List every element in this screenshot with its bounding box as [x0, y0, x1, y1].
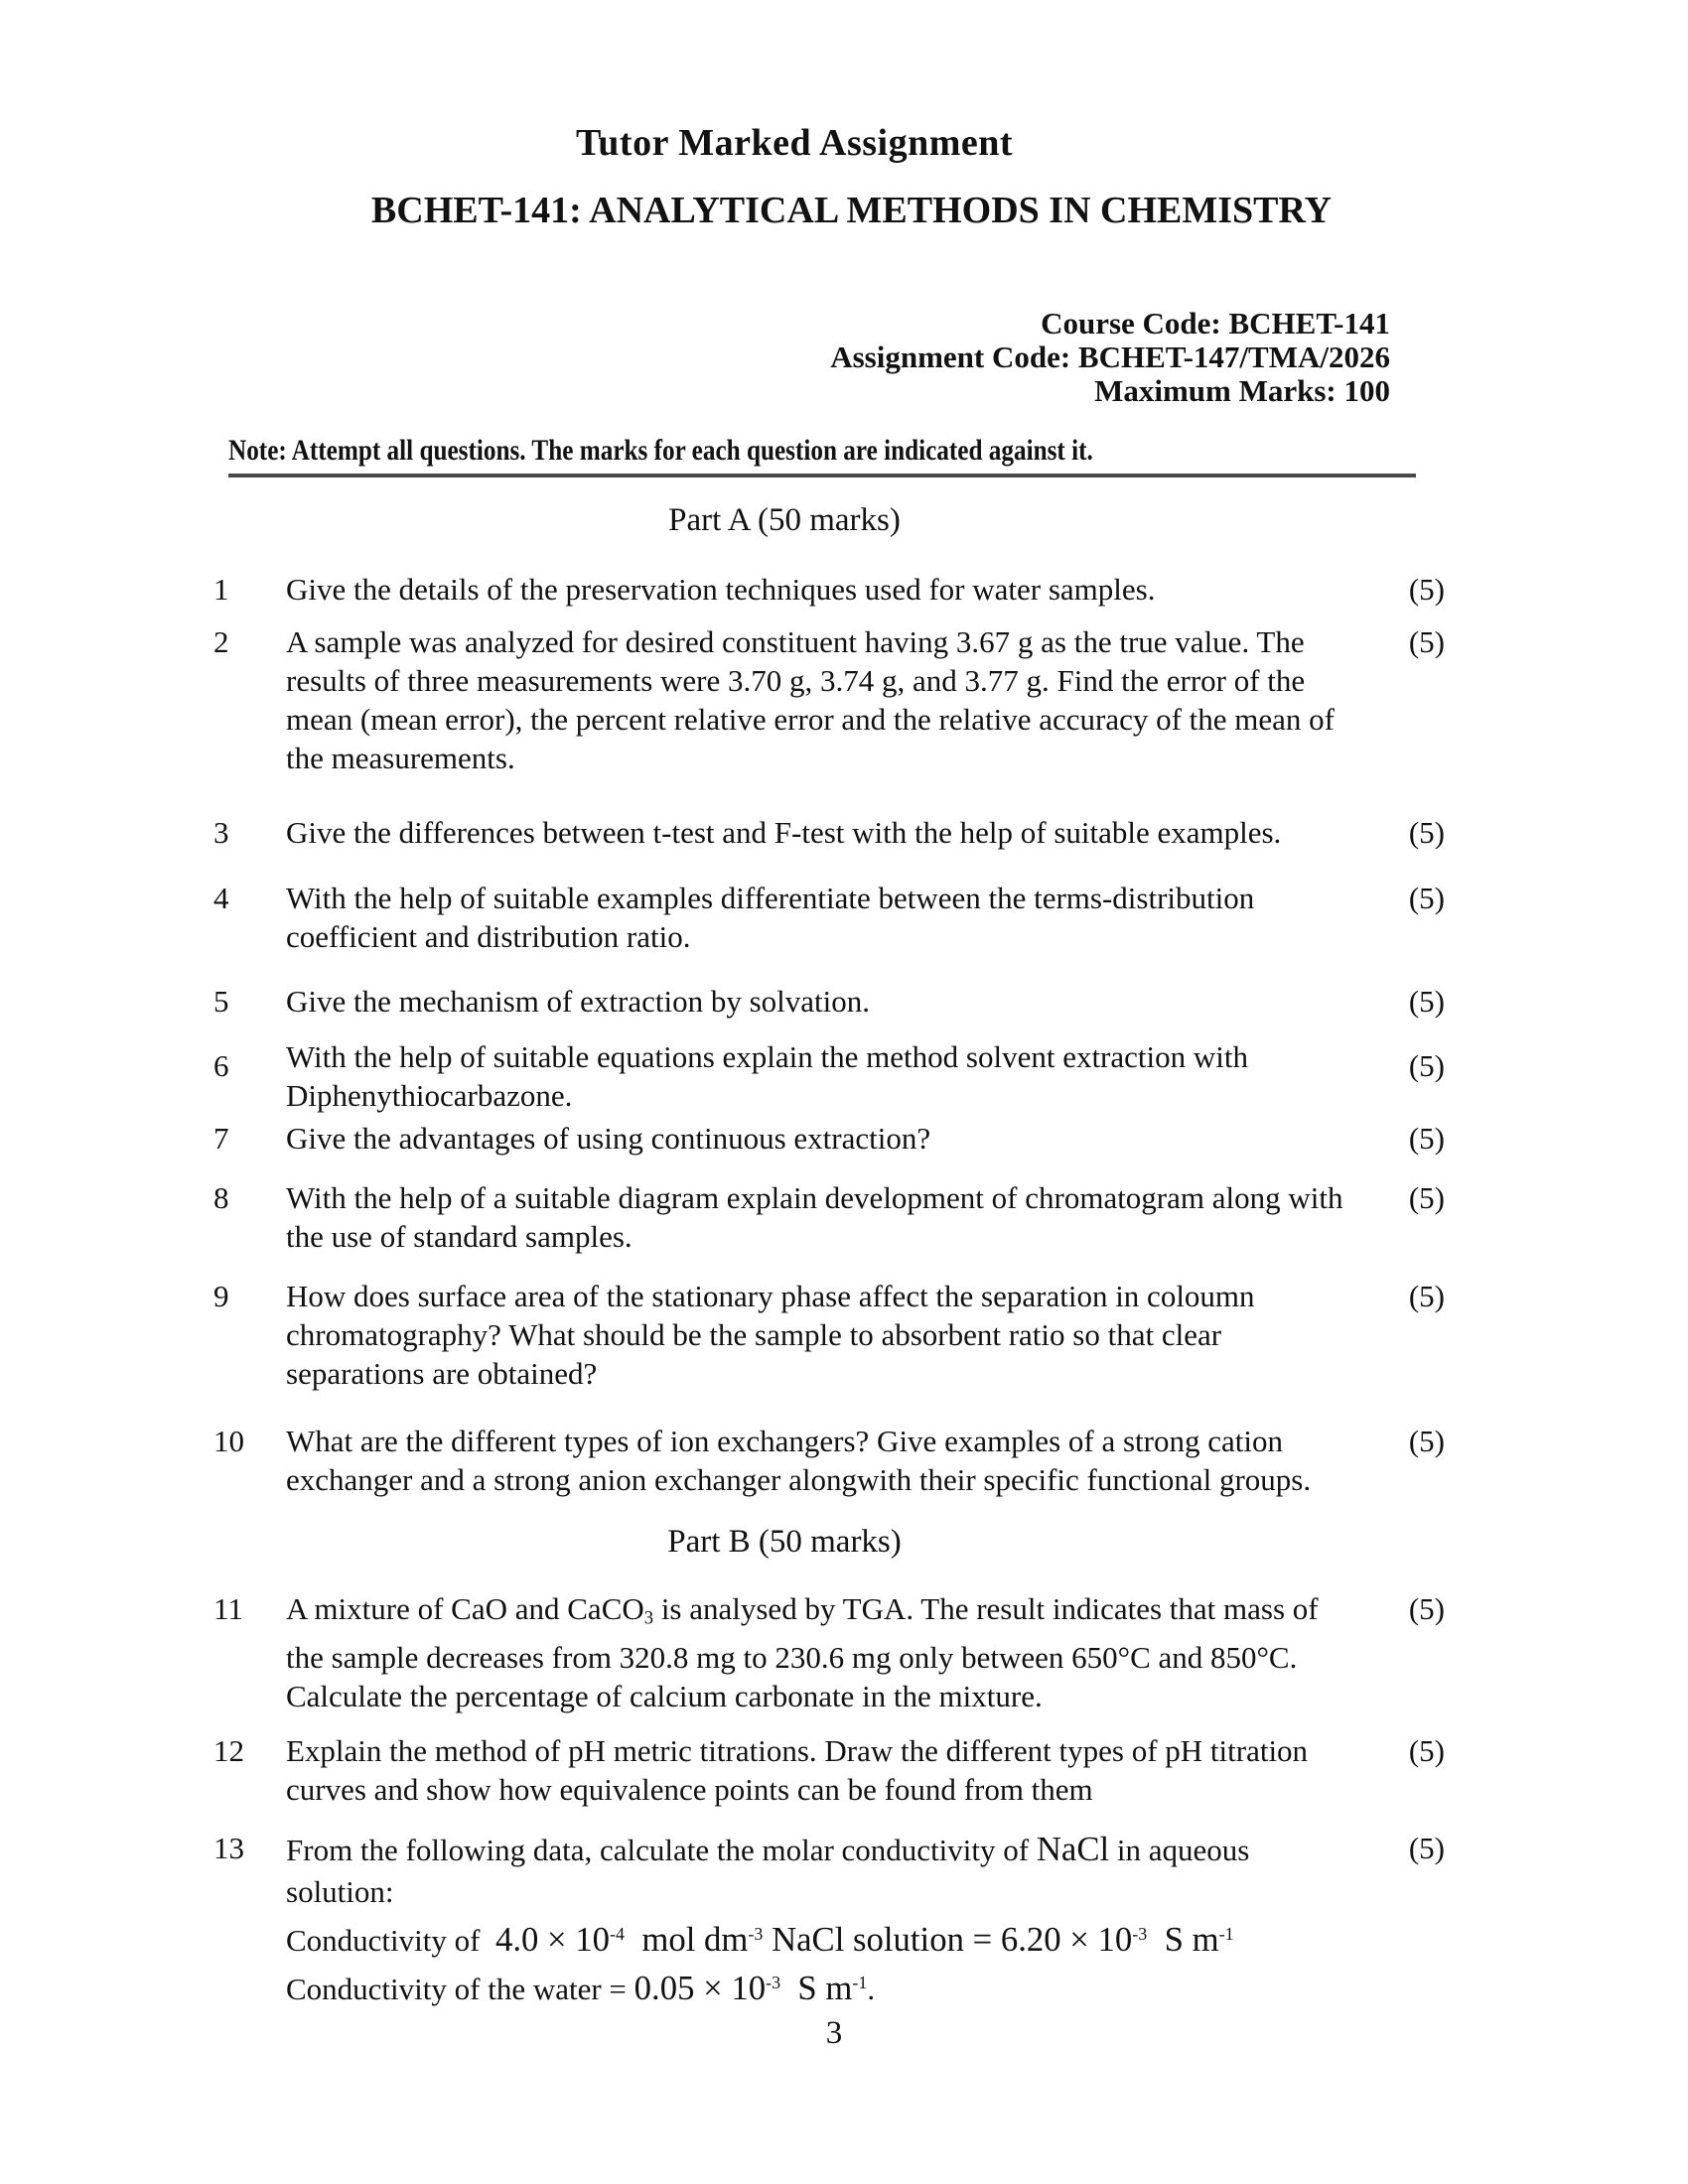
question-text [286, 813, 1455, 852]
question-text [286, 1178, 1455, 1256]
question-row [213, 1119, 1455, 1158]
question-row [213, 1037, 1455, 1115]
question-text [286, 879, 1455, 956]
question-line: Explain the method of pH metric titrations. Draw the different types of pH titration [286, 1733, 1309, 1768]
question-marks: (5) [1408, 984, 1445, 1019]
question-row [213, 622, 1455, 777]
question-line: Give the advantages of using continuous extraction? [286, 1121, 931, 1156]
question-marks: (5) [1408, 1591, 1445, 1626]
question-line: A mixture of CaO and CaCO$_3$ is analysed by TGA. The result indicates that mass of [286, 1591, 1319, 1629]
question-text [286, 1589, 1455, 1715]
question-text [286, 1422, 1455, 1499]
part-b-heading: Part B (50 marks) [667, 1524, 902, 1560]
question-line: Give the details of the preservation techniques used for water samples. [286, 572, 1156, 607]
question-line: Give the mechanism of extraction by solvation. [286, 984, 870, 1019]
part-a-heading: Part A (50 marks) [668, 502, 901, 538]
question-marks: (5) [1408, 1048, 1445, 1083]
note-text: Note: Attempt all questions. The marks for each question are indicated against it. [228, 434, 1093, 467]
question-line: How does surface area of the stationary phase affect the separation in coloumn [286, 1279, 1255, 1313]
question-row [213, 1277, 1455, 1393]
question-line: Calculate the percentage of calcium carbonate in the mixture. [286, 1678, 1043, 1713]
page-title: Tutor Marked Assignment [575, 122, 1014, 164]
question-number: 9 [213, 1279, 229, 1313]
question-number: 1 [213, 572, 229, 607]
question-line: the sample decreases from 320.8 mg to 230.6 mg only between 650°C and 850°C. [286, 1639, 1298, 1675]
question-line: With the help of suitable equations explain the method solvent extraction with [286, 1039, 1248, 1074]
question-number: 6 [213, 1048, 229, 1083]
question-number: 8 [213, 1180, 229, 1215]
question-row [213, 982, 1455, 1021]
question-number: 7 [213, 1121, 229, 1156]
question-line: mean (mean error), the percent relative error and the relative accuracy of the mean of [286, 702, 1335, 737]
question-line: chromatography? What should be the sample to absorbent ratio so that clear [286, 1317, 1222, 1352]
question-line: results of three measurements were 3.70 g, 3.74 g, and 3.77 g. Find the error of the [286, 663, 1306, 698]
question-marks: (5) [1408, 624, 1445, 659]
note-rule [228, 474, 1416, 478]
question-marks: (5) [1408, 1831, 1445, 1865]
question-line: Conductivity of $4.0 \times 10^{-4}$ mol $dm^{-3}$ NaCl solution = $6.20 \times 10^{-3}$ S $m^{-1}$ [286, 1920, 1234, 1960]
question-line: Diphenythiocarbazone. [286, 1078, 573, 1113]
question-row [213, 570, 1455, 609]
question-number: 5 [213, 984, 229, 1019]
question-text [286, 1277, 1455, 1393]
question-row [213, 1731, 1455, 1809]
question-marks: (5) [1408, 572, 1445, 607]
question-marks: (5) [1408, 815, 1445, 850]
question-number: 2 [213, 624, 229, 659]
question-line: coefficient and distribution ratio. [286, 919, 691, 954]
question-number: 4 [213, 881, 229, 915]
question-text [286, 1731, 1455, 1809]
maximum-marks: Maximum Marks: 100 [1094, 373, 1390, 408]
question-number: 10 [213, 1424, 244, 1458]
question-marks: (5) [1408, 1733, 1445, 1768]
question-text [286, 570, 1455, 609]
question-line: Conductivity of the water = $0.05 \times 10^{-3}$ S $m^{-1}$. [286, 1969, 876, 2008]
question-line: exchanger and a strong anion exchanger alongwith their specific functional groups. [286, 1462, 1312, 1497]
page-number: 3 [825, 2015, 843, 2051]
question-line: With the help of a suitable diagram explain development of chromatogram along with [286, 1180, 1343, 1215]
question-row [213, 1178, 1455, 1256]
question-marks: (5) [1408, 1121, 1445, 1156]
question-line: curves and show how equivalence points can be found from them [286, 1772, 1093, 1807]
question-row [213, 879, 1455, 956]
question-line: Give the differences between t-test and F-test with the help of suitable examples. [286, 815, 1282, 850]
question-number: 12 [213, 1733, 244, 1768]
course-info-block [830, 307, 1390, 408]
question-line: With the help of suitable examples differentiate between the terms-distribution [286, 881, 1255, 915]
question-marks: (5) [1408, 1424, 1445, 1458]
question-text [286, 1829, 1455, 2010]
question-line: What are the different types of ion exchangers? Give examples of a strong cation [286, 1424, 1283, 1458]
question-line: solution: [286, 1874, 394, 1909]
question-marks: (5) [1408, 881, 1445, 915]
question-text [286, 622, 1455, 777]
question-row [213, 813, 1455, 852]
question-row [213, 1589, 1455, 1715]
course-code: Course Code: BCHET-141 [1041, 306, 1390, 341]
question-text [286, 1037, 1455, 1115]
question-line: the measurements. [286, 741, 515, 775]
course-subtitle: BCHET-141: ANALYTICAL METHODS IN CHEMISTRY [370, 190, 1333, 231]
question-line: A sample was analyzed for desired constituent having 3.67 g as the true value. The [286, 624, 1305, 659]
assignment-code: Assignment Code: BCHET-147/TMA/2026 [830, 340, 1390, 374]
question-number: 13 [213, 1831, 244, 1865]
question-line: the use of standard samples. [286, 1219, 633, 1254]
question-marks: (5) [1408, 1180, 1445, 1215]
question-line: separations are obtained? [286, 1356, 598, 1391]
question-row [213, 1422, 1455, 1499]
question-text [286, 1119, 1455, 1158]
question-row [213, 1829, 1455, 2010]
question-number: 11 [213, 1591, 243, 1626]
question-marks: (5) [1408, 1279, 1445, 1313]
question-number: 3 [213, 815, 229, 850]
question-line: From the following data, calculate the molar conductivity of NaCl in aqueous [286, 1830, 1250, 1868]
question-text [286, 982, 1455, 1021]
